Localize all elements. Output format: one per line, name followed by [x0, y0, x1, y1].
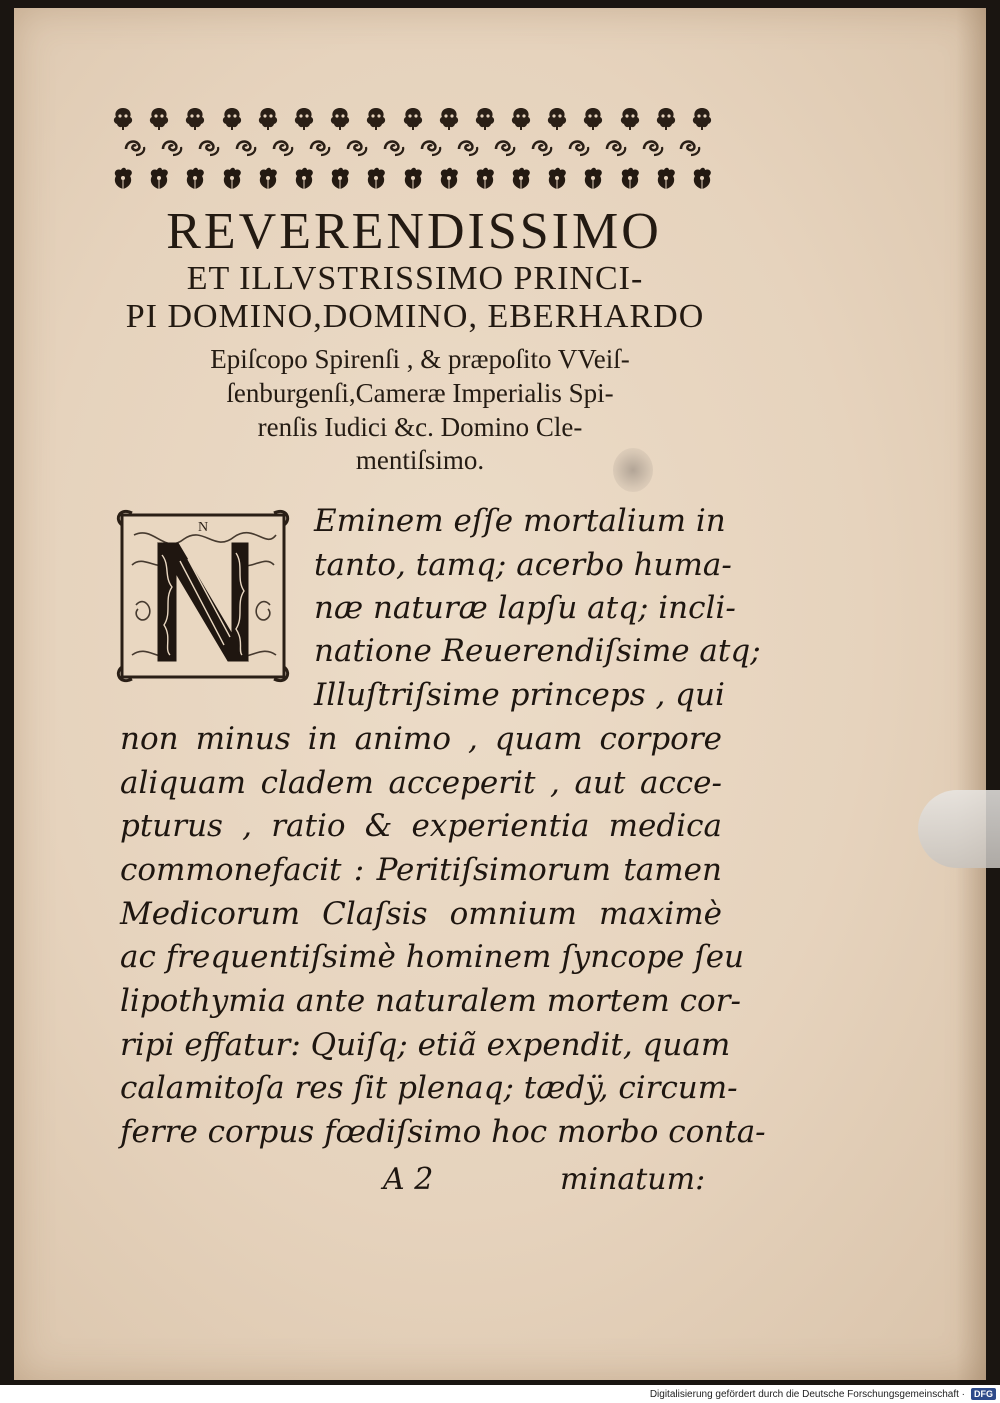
fleuron-icon	[400, 105, 426, 131]
fleuron-icon	[544, 105, 570, 131]
heading-line-7: mentiſsimo.	[355, 445, 485, 475]
heading-line-6: renſis Iudici &c. Domino Cle-	[257, 412, 583, 442]
fleuron-row-bottom	[110, 165, 715, 195]
body-line-14: calamitoſa res ſit plenaq; tædÿ, circum-	[120, 1070, 738, 1106]
scroll-fleuron-icon	[344, 135, 370, 161]
fleuron-row-middle	[110, 135, 715, 165]
fleuron-icon	[580, 105, 606, 131]
vine-leaf-icon	[255, 165, 281, 191]
page-edge-shadow	[956, 8, 986, 1380]
signature-mark: A 2	[383, 1162, 434, 1197]
catchword: minatum:	[560, 1162, 706, 1197]
body-line-1: Eminem eſſe mortalium in	[314, 503, 726, 539]
scroll-fleuron-icon	[640, 135, 666, 161]
decorated-initial	[114, 505, 292, 685]
vine-leaf-icon	[580, 165, 606, 191]
fleuron-icon	[327, 105, 353, 131]
scroll-fleuron-icon	[529, 135, 555, 161]
vine-leaf-icon	[689, 165, 715, 191]
body-line-15: ferre corpus fœdiſsimo hoc morbo conta-	[120, 1114, 766, 1150]
fleuron-row-top	[110, 105, 715, 135]
vine-leaf-icon	[617, 165, 643, 191]
vine-leaf-icon	[146, 165, 172, 191]
scroll-fleuron-icon	[233, 135, 259, 161]
vine-leaf-icon	[472, 165, 498, 191]
vine-leaf-icon	[508, 165, 534, 191]
fleuron-icon	[255, 105, 281, 131]
fleuron-ornament-band	[110, 105, 715, 197]
body-line-6: non minus in animo , quam corpore	[120, 721, 722, 757]
scroll-fleuron-icon	[270, 135, 296, 161]
heading-line-1: REVERENDISSIMO	[166, 203, 662, 260]
scroll-fleuron-icon	[677, 135, 703, 161]
fleuron-icon	[146, 105, 172, 131]
fleuron-icon	[363, 105, 389, 131]
vine-leaf-icon	[291, 165, 317, 191]
scroll-fleuron-icon	[418, 135, 444, 161]
scroll-fleuron-icon	[492, 135, 518, 161]
vine-leaf-icon	[110, 165, 136, 191]
heading-line-2: ET ILLVSTRISSIMO PRINCI-	[186, 260, 644, 297]
heading-line-5: ſenburgenſi,Cameræ Imperialis Spi-	[226, 378, 614, 408]
body-line-5: Illuſtriſsime princeps , qui	[314, 677, 725, 713]
fleuron-icon	[182, 105, 208, 131]
initial-letter: N	[197, 520, 209, 535]
vine-leaf-icon	[436, 165, 462, 191]
vine-leaf-icon	[400, 165, 426, 191]
scroll-fleuron-icon	[159, 135, 185, 161]
heading-line-3: PI DOMINO,DOMINO, EBERHARDO	[125, 298, 705, 335]
body-line-3: næ naturæ lapſu atq; incli-	[314, 590, 736, 626]
fleuron-icon	[653, 105, 679, 131]
vine-leaf-icon	[544, 165, 570, 191]
scroll-fleuron-icon	[381, 135, 407, 161]
vine-leaf-icon	[363, 165, 389, 191]
fleuron-icon	[689, 105, 715, 131]
scroll-fleuron-icon	[307, 135, 333, 161]
vine-leaf-icon	[182, 165, 208, 191]
credit-bar	[0, 1385, 1000, 1403]
body-line-13: ripi effatur: Quiſq; etiã expendit, quam	[120, 1027, 731, 1063]
vine-leaf-icon	[653, 165, 679, 191]
body-line-11: ac frequentiſsimè hominem ſyncope ſeu	[120, 939, 745, 975]
fleuron-icon	[219, 105, 245, 131]
vine-leaf-icon	[327, 165, 353, 191]
vine-leaf-icon	[219, 165, 245, 191]
fleuron-icon	[110, 105, 136, 131]
dfg-logo[interactable]: DFG	[971, 1388, 996, 1400]
scroll-fleuron-icon	[455, 135, 481, 161]
scroll-fleuron-icon	[603, 135, 629, 161]
credit-text: Digitalisierung gefördert durch die Deutsche Forschungsgemeinschaft ·	[649, 1388, 965, 1400]
scroll-fleuron-icon	[196, 135, 222, 161]
fleuron-icon	[291, 105, 317, 131]
fleuron-icon	[472, 105, 498, 131]
body-line-10: Medicorum Claſsis omnium maximè	[120, 896, 722, 932]
scroll-fleuron-icon	[122, 135, 148, 161]
scroll-fleuron-icon	[566, 135, 592, 161]
fleuron-icon	[617, 105, 643, 131]
body-line-2: tanto, tamq; acerbo huma-	[314, 547, 732, 583]
fleuron-icon	[508, 105, 534, 131]
body-line-8: pturus , ratio & experientia medica	[120, 808, 722, 844]
body-line-7: aliquam cladem acceperit , aut acce-	[120, 765, 722, 801]
body-line-9: commonefacit : Peritiſsimorum tamen	[120, 852, 722, 888]
heading-line-4: Epiſcopo Spirenſi , & præpoſito VVeiſ-	[210, 344, 630, 374]
page-turn-handle[interactable]	[918, 790, 1000, 868]
body-line-4: natione Reuerendiſsime atq;	[314, 633, 761, 669]
fleuron-icon	[436, 105, 462, 131]
body-line-12: lipothymia ante naturalem mortem cor-	[120, 983, 741, 1019]
